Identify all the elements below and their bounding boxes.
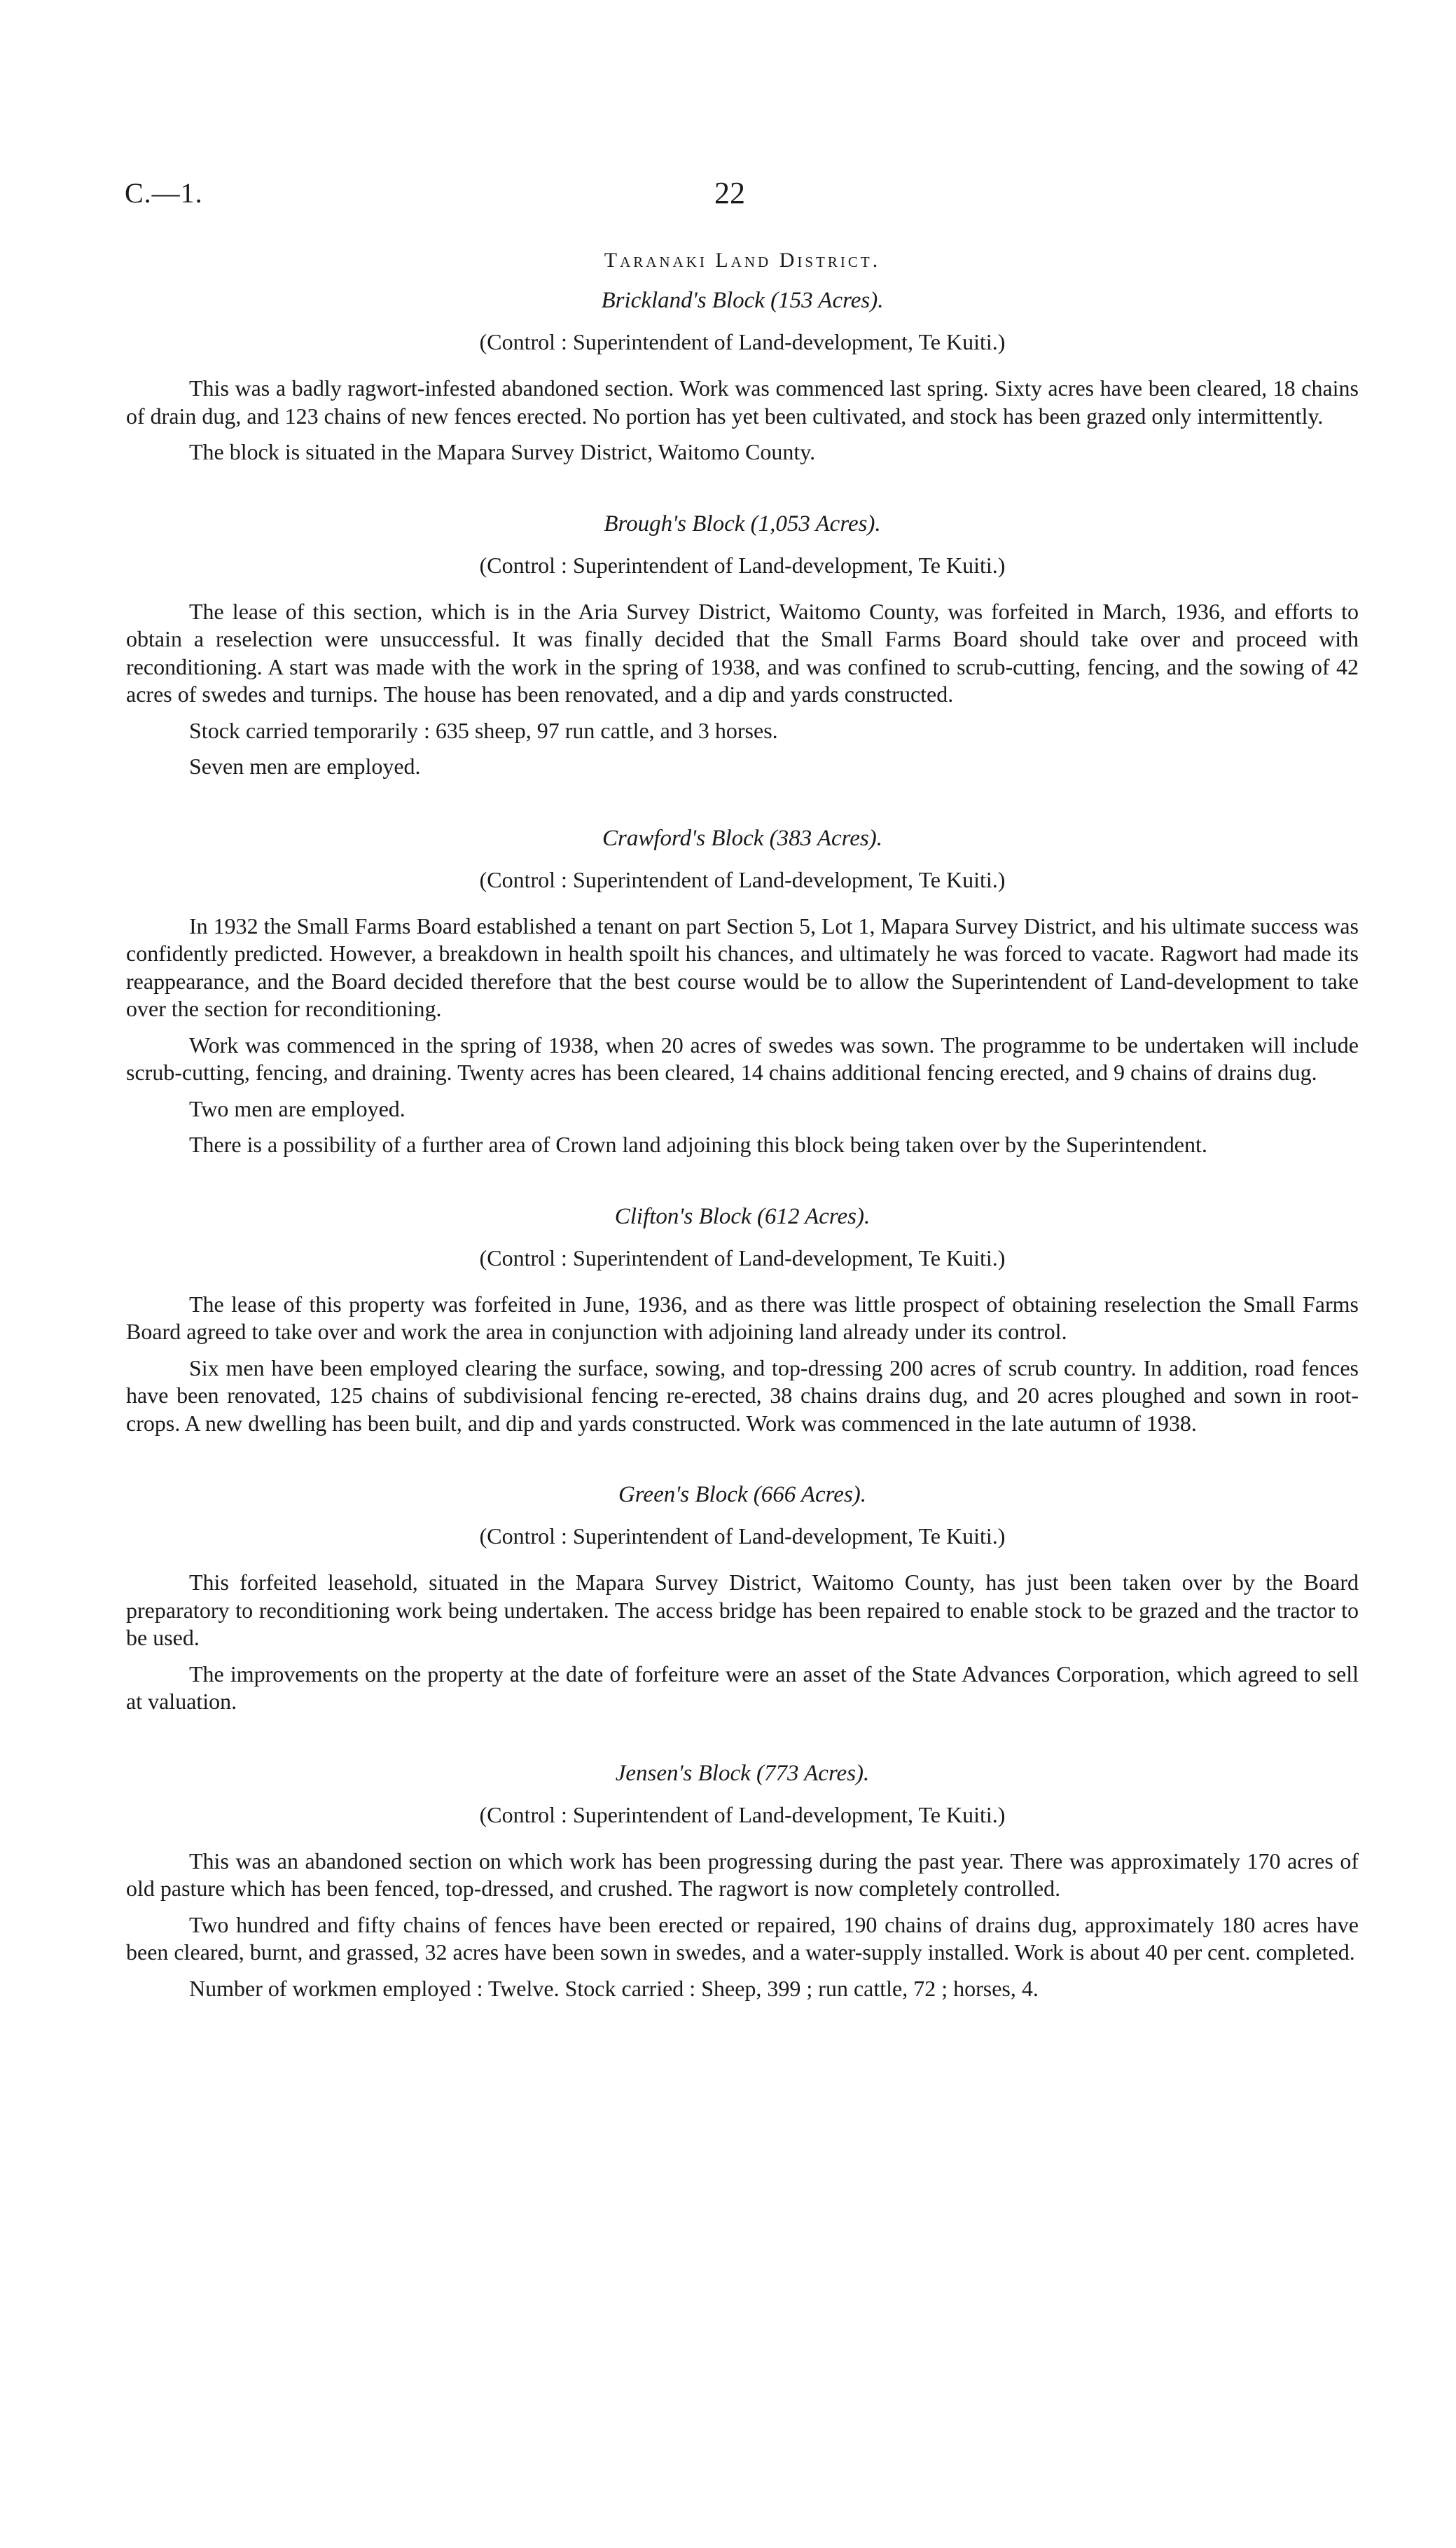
district-heading: Taranaki Land District. [604,249,881,272]
control-line: (Control : Superintendent of Land-development, Te Kuiti.) [479,552,1006,578]
block-title: Clifton's Block (612 Acres). [614,1203,871,1229]
control-line: (Control : Superintendent of Land-development, Te Kuiti.) [479,329,1006,354]
control-line: (Control : Superintendent of Land-development, Te Kuiti.) [479,1523,1006,1549]
paragraph: The block is situated in the Mapara Survey District, Waitomo County. [189,439,816,464]
paragraph: The improvements on the property at the date of forfeiture were an asset of the State Advances Corporation, which agreed to sell at valuation. [126,1661,1359,1714]
paragraph: Two men are employed. [189,1095,405,1121]
control-line: (Control : Superintendent of Land-development, Te Kuiti.) [479,866,1006,892]
block-section [126,1482,1359,1716]
paragraph: In 1932 the Small Farms Board established a tenant on part Section 5, Lot 1, Mapara Survey District, and his ultimate success was confidently predicted. However, a breakdown in health spoilt his chances, and ultimately he was forced to vacate. Ragwort had made its reappearance, and the Board decided therefore that the best course would be to allow the Superintendent of Land-development to take over the section for reconditioning. [126,913,1359,1021]
paragraph: Stock carried temporarily : 635 sheep, 97 run cattle, and 3 horses. [189,717,778,743]
block-title: Brickland's Block (153 Acres). [601,288,884,313]
paragraph: This was an abandoned section on which work has been progressing during the past year. There was approximately 170 acres of old pasture which has been fenced, top-dressed, and crushed. The ragwort is now completely controlled. [126,1848,1359,1901]
control-line: (Control : Superintendent of Land-development, Te Kuiti.) [479,1245,1006,1270]
paragraph: Seven men are employed. [189,754,421,779]
block-section [126,1761,1359,2003]
paragraph: This was a badly ragwort-infested abandoned section. Work was commenced last spring. Sixty acres have been cleared, 18 chains of drain dug, and 123 chains of new fences erected. No portion has yet been cultivated, and stock has been grazed only intermittently. [126,375,1359,429]
block-section [126,826,1359,1159]
block-title: Jensen's Block (773 Acres). [615,1760,870,1786]
block-title: Brough's Block (1,053 Acres). [604,511,881,536]
block-title: Green's Block (666 Acres). [618,1482,867,1507]
block-section [126,288,1359,466]
control-line: (Control : Superintendent of Land-development, Te Kuiti.) [479,1801,1006,1827]
paragraph: Two hundred and fifty chains of fences have been erected or repaired, 190 chains of drains dug, approximately 180 acres have been cleared, burnt, and grassed, 32 acres have been sown in swedes, and a water-supply installed. Work is about 40 per cent. completed. [126,1911,1359,1965]
page-body [126,249,1359,2047]
page-number: 22 [714,176,745,210]
paragraph: The lease of this property was forfeited in June, 1936, and as there was little prospect of obtaining reselection the Small Farms Board agreed to take over and work the area in conjunction with adjoining land already under its control. [126,1291,1359,1344]
paragraph: There is a possibility of a further area of Crown land adjoining this block being taken over by the Superintendent. [189,1132,1207,1157]
paragraph: This forfeited leasehold, situated in the Mapara Survey District, Waitomo County, has just been taken over by the Board preparatory to reconditioning work being undertaken. The access bridge has been repaired to enable stock to be grazed and the tractor to be used. [126,1570,1359,1650]
block-section [126,511,1359,781]
paragraph: Work was commenced in the spring of 1938, when 20 acres of swedes was sown. The programme to be undertaken will include scrub-cutting, fencing, and draining. Twenty acres has been cleared, 14 chains additional fencing erected, and 9 chains of drains dug. [126,1032,1359,1085]
parliamentary-paper-reference: C.—1. [125,177,203,209]
paragraph: Six men have been employed clearing the surface, sowing, and top-dressing 200 acres of scrub country. In addition, road fences have been renovated, 125 chains of subdivisional fencing re-erected, 38 chains drains dug, and 20 acres ploughed and sown in root-crops. A new dwelling has been built, and dip and yards constructed. Work was commenced in the late autumn of 1938. [126,1355,1359,1436]
paragraph: The lease of this section, which is in the Aria Survey District, Waitomo County, was forfeited in March, 1936, and efforts to obtain a reselection were unsuccessful. It was finally decided that the Small Farms Board should take over and proceed with reconditioning. A start was made with the work in the spring of 1938, and was confined to scrub-cutting, fencing, and the sowing of 42 acres of swedes and turnips. The house has been renovated, and a dip and yards constructed. [126,598,1359,707]
block-section [126,1204,1359,1438]
block-title: Crawford's Block (383 Acres). [602,825,882,851]
paragraph: Number of workmen employed : Twelve. Stock carried : Sheep, 399 ; run cattle, 72 ; horses, 4. [189,1975,1039,2001]
